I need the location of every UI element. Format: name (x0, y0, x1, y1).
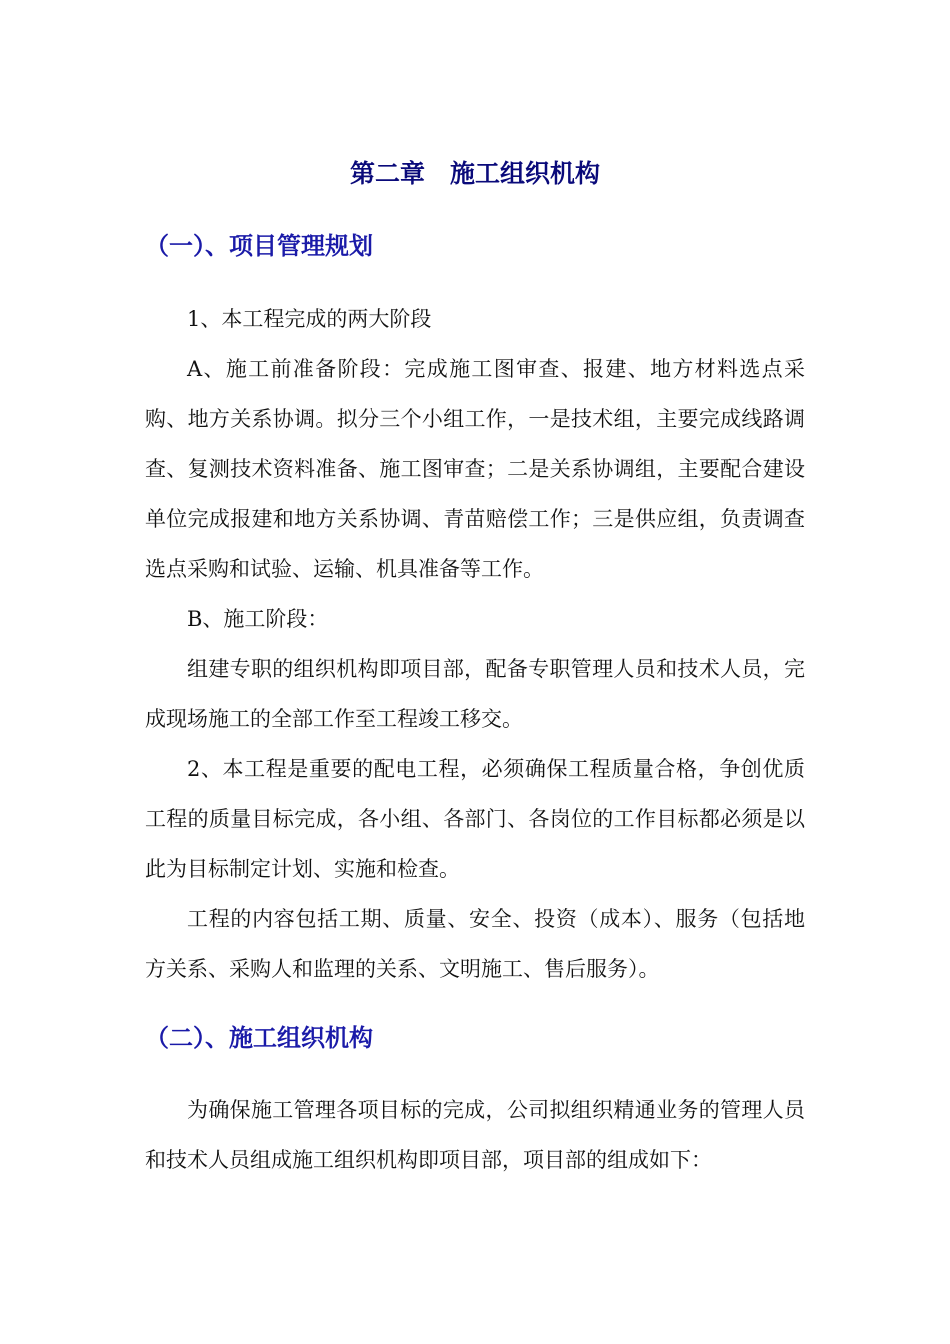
paragraph-project-content: 工程的内容包括工期、质量、安全、投资（成本）、服务（包括地方关系、采购人和监理的关系、文明施工、售后服务）。 (145, 907, 805, 981)
paragraph-quality-goal: 2、本工程是重要的配电工程，必须确保工程质量合格，争创优质工程的质量目标完成，各小组、各部门、各岗位的工作目标都必须是以此为目标制定计划、实施和检查。 (145, 757, 805, 881)
section-heading-construction-organization: （二）、施工组织机构 (145, 1024, 373, 1052)
paragraph-construction-stage-label: B、施工阶段： (187, 607, 329, 631)
paragraph-organization-intro: 为确保施工管理各项目标的完成，公司拟组织精通业务的管理人员和技术人员组成施工组织机构即项目部，项目部的组成如下： (145, 1098, 805, 1172)
paragraph-preparation-stage: A、施工前准备阶段：完成施工图审查、报建、地方材料选点采购、地方关系协调。拟分三个小组工作，一是技术组，主要完成线路调查、复测技术资料准备、施工图审查；二是关系协调组，主要配合建设单位完成报建和地方关系协调、青苗赔偿工作；三是供应组，负责调查选点采购和试验、运输、机具准备等工作。 (145, 357, 805, 581)
paragraph-project-department: 组建专职的组织机构即项目部，配备专职管理人员和技术人员，完成现场施工的全部工作至工程竣工移交。 (145, 657, 805, 731)
section-heading-project-planning: （一）、项目管理规划 (145, 232, 373, 260)
section-body-construction-organization (145, 1085, 805, 1185)
section-body-project-planning (145, 294, 805, 994)
chapter-title: 第二章 施工组织机构 (349, 159, 600, 188)
paragraph-two-stages: 1、本工程完成的两大阶段 (187, 307, 432, 331)
